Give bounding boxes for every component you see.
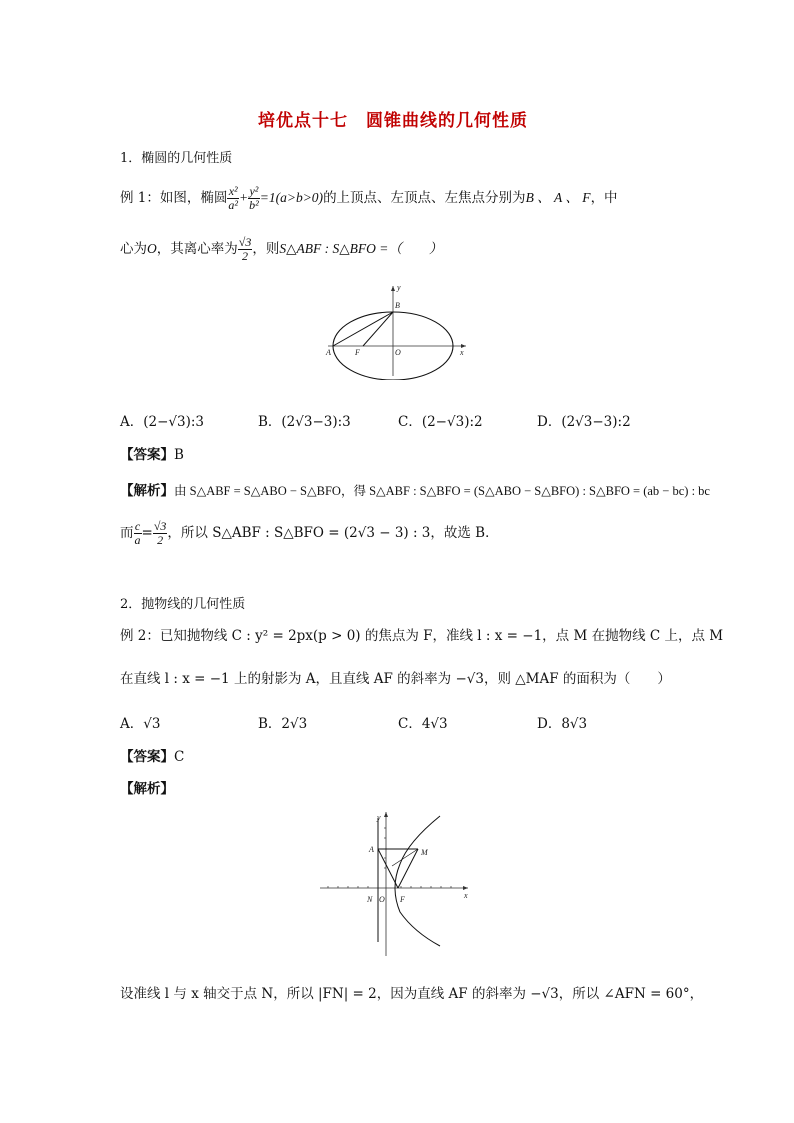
fig1-label-o: O (395, 348, 401, 357)
fig2-label-f: F (400, 895, 405, 904)
points-bafs: B 、 A 、 F (525, 190, 591, 205)
page-title: 培优点十七 圆锥曲线的几何性质 (258, 111, 528, 131)
ex2-option-a: A．√3 (120, 716, 161, 732)
fig2-label-a: A (369, 845, 374, 854)
ex1-analysis-line2 (120, 520, 499, 547)
analysis-tag: 【解析】 (120, 483, 174, 499)
ex1-answer (120, 444, 184, 466)
ex1-option-b: B．(2√3−3):3 (258, 414, 351, 430)
answer-value-2: C (174, 749, 185, 765)
ellipse-condition: =1(a>b>0) (259, 190, 324, 205)
ex2-analysis-tag (120, 778, 174, 800)
example1-prefix: 例 1：如图，椭圆 (120, 190, 228, 206)
fraction-sqrt3-2: $\frac{√3}{2}$ (153, 519, 167, 547)
example2-line2: 在直线 l : x = −1 上的射影为 A，且直线 AF 的斜率为 −√3，则 △MAF 的面积为（ ） (120, 671, 671, 687)
example2-line1: 例 2：已知抛物线 C : y² = 2px(p > 0) 的焦点为 F，准线 l : x = −1，点 M 在抛物线 C 上，点 M (120, 628, 724, 644)
fig2-label-m: M (421, 848, 428, 857)
ex2-option-c: C．4√3 (398, 716, 448, 732)
center-point: O (147, 241, 157, 256)
fig2-label-n: N (367, 895, 373, 904)
fig1-label-a: A (326, 348, 331, 357)
ellipse-figure (318, 280, 478, 380)
example1-line2 (120, 236, 442, 263)
area-ratio-question: S△ABF : S△BFO =（ ） (279, 241, 443, 256)
answer-tag-2: 【答案】 (120, 749, 174, 765)
fig2-label-o: O (379, 895, 385, 904)
answer-tag: 【答案】 (120, 447, 174, 463)
fraction-eccentricity: $\frac{√3}{2}$ (238, 235, 252, 263)
ex1-option-a: A．(2−√3):3 (120, 414, 205, 430)
fig1-label-f: F (355, 348, 360, 357)
equals-sign: = (141, 525, 153, 541)
fig1-label-b: B (395, 301, 400, 310)
center-text: 心为 (120, 241, 147, 257)
ex1-analysis-line1 (120, 480, 710, 502)
then-text: ，则 (252, 241, 280, 257)
conclusion-text: ，所以 S△ABF : S△BFO = (2√3 − 3) : 3，故选 B． (167, 525, 499, 541)
fraction-c-a: $\frac{c}{a}$ (134, 519, 141, 547)
ex2-analysis-bottom-line: 设准线 l 与 x 轴交于点 N，所以 |FN| = 2，因为直线 AF 的斜率为 −√3，所以 ∠AFN = 60°， (120, 986, 704, 1002)
fraction-x2-a2: $\frac{\text{x²}}{\text{a²}}$ (228, 184, 238, 212)
ex1-option-c: C．(2−√3):2 (398, 414, 483, 430)
ex2-answer (120, 746, 184, 768)
ex2-option-b: B．2√3 (258, 716, 308, 732)
answer-value: B (174, 447, 184, 463)
parabola-figure (318, 808, 476, 960)
analysis-tag-2: 【解析】 (120, 781, 174, 797)
example1-text: 的上顶点、左顶点、左焦点分别为 (323, 190, 526, 206)
ex2-option-d: D．8√3 (537, 716, 588, 732)
section-heading-parabola: 2．抛物线的几何性质 (120, 597, 246, 612)
ex1-option-d: D．(2√3−3):2 (537, 414, 631, 430)
fraction-y2-b2: $\frac{\text{y²}}{\text{b²}}$ (249, 184, 259, 212)
fig2-label-x: x (464, 891, 468, 900)
fig1-label-x: x (460, 348, 464, 357)
fig2-label-y: y (377, 813, 381, 822)
example1-end: ，中 (590, 190, 618, 206)
fig1-label-y: y (397, 283, 401, 292)
eccentricity-text: ，其离心率为 (156, 241, 238, 257)
section-heading-ellipse: 1．椭圆的几何性质 (120, 151, 233, 166)
analysis-formula-1: 由 S△ABF = S△ABO − S△BFO，得 S△ABF : S△BFO = (S△ABO − S△BFO) : S△BFO = (ab − bc) : bc (174, 484, 710, 498)
while-text: 而 (120, 525, 134, 541)
example1-line1: 例 1：如图，椭圆 $\frac{\text{x²}}{\text{a²}}$ + $\frac{\text{y²}}{\text{b²}}$ =1(a>b>0)的上顶点、左顶点、左焦点分别为B 、 A 、 F，中 (120, 184, 618, 212)
